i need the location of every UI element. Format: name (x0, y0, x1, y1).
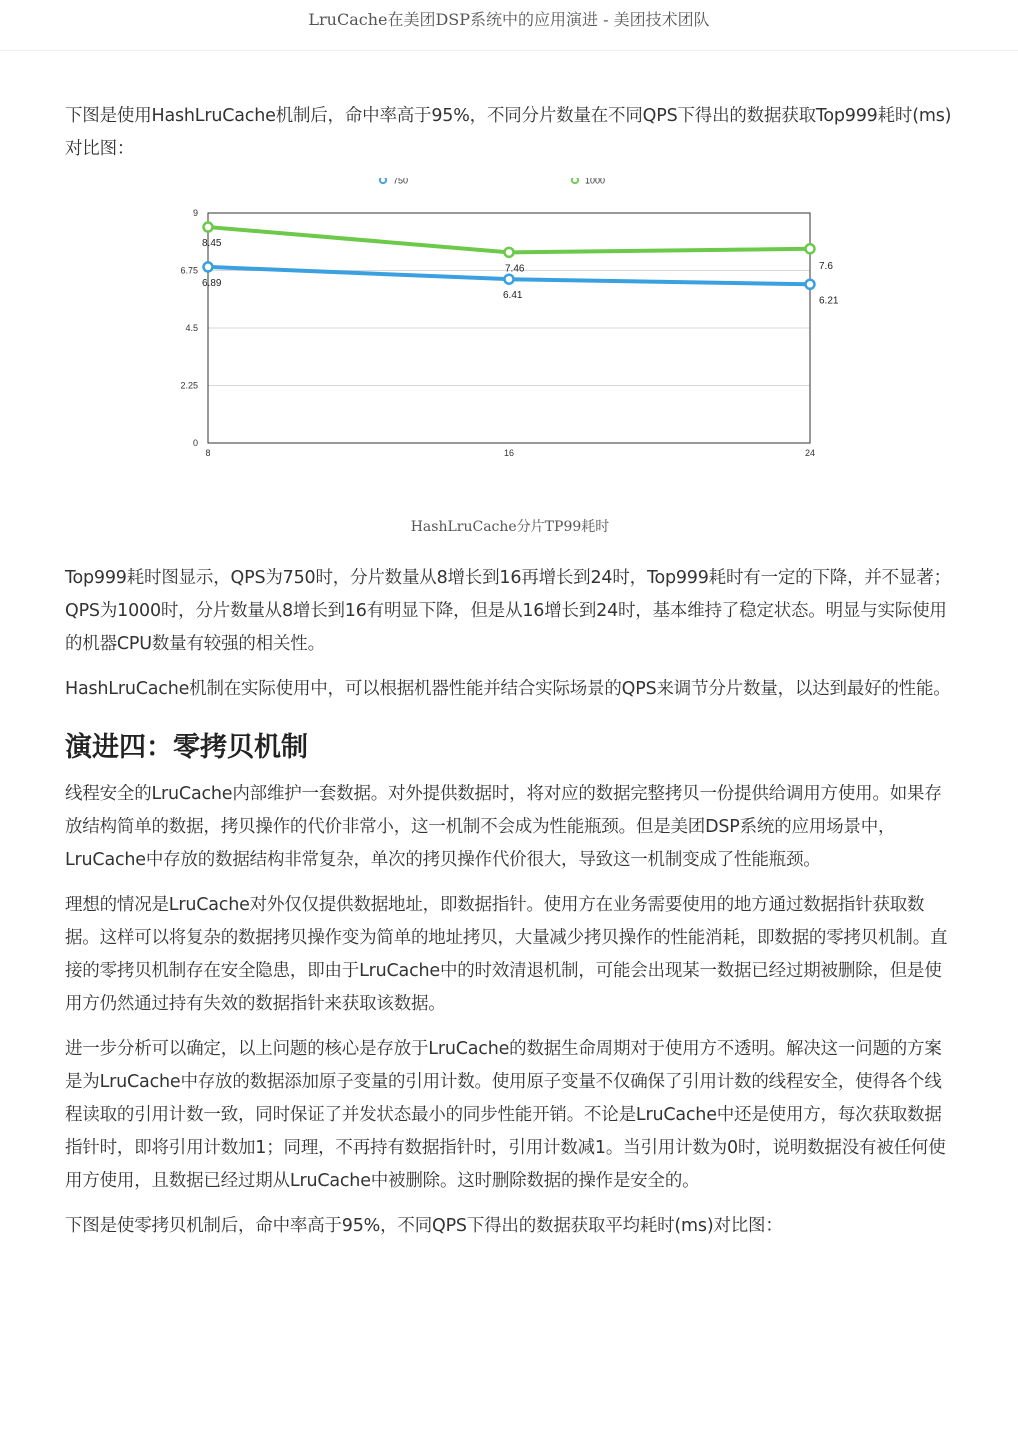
analysis-paragraph-1: Top999耗时图显示，QPS为750时，分片数量从8增长到16再增长到24时，Top999耗时有一定的下降，并不显著；QPS为1000时，分片数量从8增长到16有明显下降，但是从16增长到24时，基本维持了稳定状态。明显与实际使用的机器CPU数量有较强的相关性。 (65, 568, 951, 654)
page-header (0, 0, 1018, 51)
chart-caption: HashLruCache分片TP99耗时 (410, 519, 610, 535)
tp999-line-chart (65, 178, 955, 508)
y-tick-label: 0 (192, 438, 198, 448)
article-body (65, 100, 955, 1255)
y-tick-label: 4.5 (185, 323, 198, 333)
x-tick-label: 8 (205, 448, 211, 458)
legend-label: 1000 (585, 178, 606, 186)
y-tick-label: 6.75 (180, 265, 198, 276)
y-tick-label: 9 (192, 208, 198, 218)
x-tick-label: 16 (503, 448, 515, 458)
data-point (204, 223, 213, 232)
data-point (505, 248, 514, 257)
header-title: LruCache在美团DSP系统中的应用演进 - 美团技术团队 (308, 10, 710, 29)
legend-marker (380, 178, 386, 183)
section-paragraph-4: 下图是使零拷贝机制后，命中率高于95%，不同QPS下得出的数据获取平均耗时(ms)对比图： (65, 1216, 783, 1236)
data-label: 6.21 (819, 295, 839, 307)
data-label: 7.6 (819, 260, 833, 272)
data-point (806, 244, 815, 253)
section-paragraph-3: 进一步分析可以确定，以上问题的核心是存放于LruCache的数据生命周期对于使用方不透明。解决这一问题的方案是为LruCache中存放的数据添加原子变量的引用计数。使用原子变量不仅确保了引用计数的线程安全，使得各个线程读取的引用计数一致，同时保证了并发状态最小的同步性能开销。不论是LruCache中还是使用方，每次获取数据指针时，即将引用计数加1；同理，不再持有数据指针时，引用计数减1。当引用计数为0时，说明数据没有被任何使用方使用，且数据已经过期从LruCache中被删除。这时删除数据的操作是安全的。 (65, 1039, 946, 1191)
chart-svg (65, 178, 955, 508)
data-label: 8.45 (202, 238, 222, 250)
analysis-paragraph-2: HashLruCache机制在实际使用中，可以根据机器性能并结合实际场景的QPS来调节分片数量，以达到最好的性能。 (65, 679, 951, 699)
legend-label: 750 (393, 178, 409, 186)
data-label: 6.41 (503, 290, 523, 302)
x-tick-label: 24 (804, 448, 816, 458)
data-point (204, 262, 213, 271)
data-point (505, 275, 514, 284)
data-point (806, 280, 815, 289)
legend-marker (572, 178, 578, 183)
section-paragraph-1: 线程安全的LruCache内部维护一套数据。对外提供数据时，将对应的数据完整拷贝一份提供给调用方使用。如果存放结构简单的数据，拷贝操作的代价非常小，这一机制不会成为性能瓶颈。但是美团DSP系统的应用场景中，LruCache中存放的数据结构非常复杂，单次的拷贝操作代价很大，导致这一机制变成了性能瓶颈。 (65, 784, 942, 870)
data-label: 7.46 (505, 263, 525, 275)
intro-paragraph: 下图是使用HashLruCache机制后，命中率高于95%，不同分片数量在不同QPS下得出的数据获取Top999耗时(ms)对比图： (65, 106, 952, 159)
data-label: 6.89 (202, 277, 222, 289)
y-tick-label: 2.25 (180, 380, 198, 391)
section-paragraph-2: 理想的情况是LruCache对外仅仅提供数据地址，即数据指针。使用方在业务需要使用的地方通过数据指针获取数据。这样可以将复杂的数据拷贝操作变为简单的地址拷贝，大量减少拷贝操作的性能消耗，即数据的零拷贝机制。直接的零拷贝机制存在安全隐患，即由于LruCache中的时效清退机制，可能会出现某一数据已经过期被删除，但是使用方仍然通过持有失效的数据指针来获取该数据。 (65, 895, 948, 1014)
section-heading: 演进四：零拷贝机制 (65, 732, 308, 763)
